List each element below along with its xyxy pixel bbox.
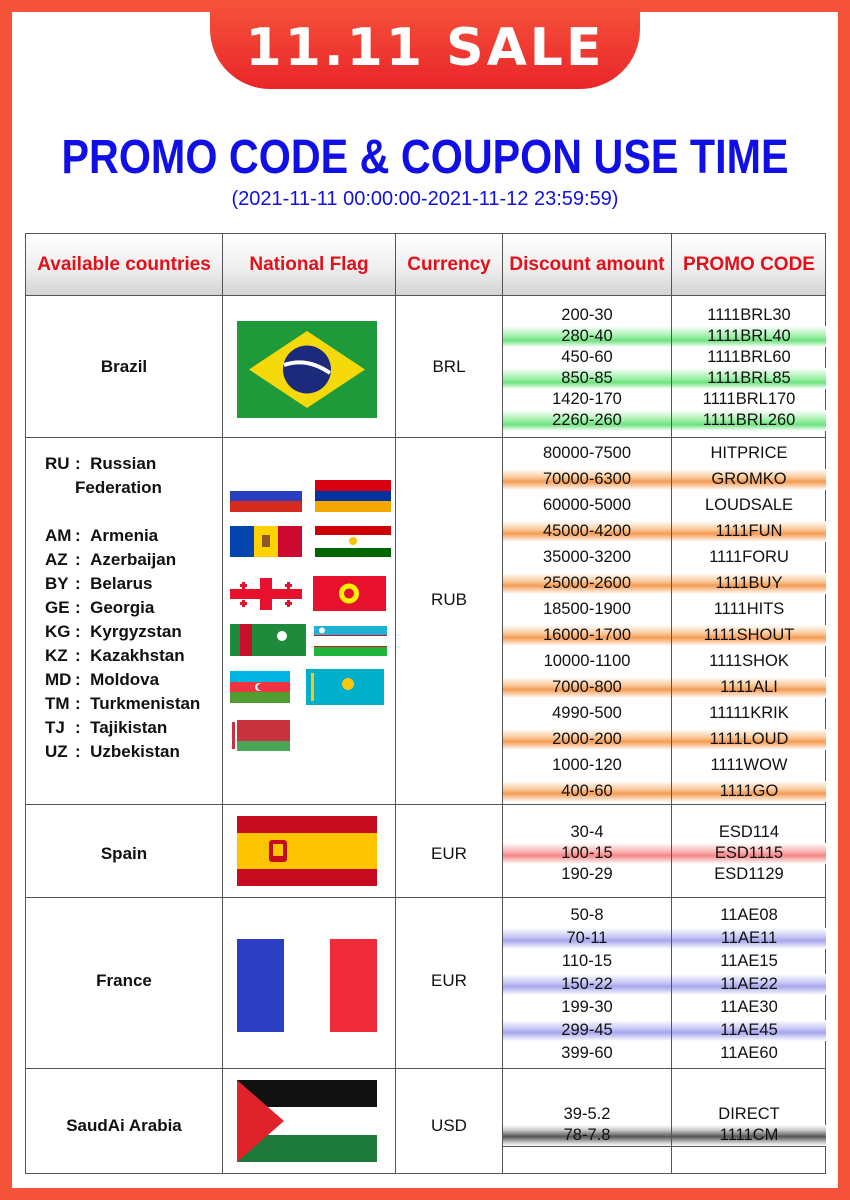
moldova-flag-icon <box>230 526 302 557</box>
discount-amount: 16000-1700 <box>503 625 671 646</box>
country-item: BY : Belarus <box>45 574 153 593</box>
discount-amount: 2000-200 <box>503 729 671 750</box>
promo-code[interactable]: 1111SHOUT <box>672 625 826 646</box>
promo-code[interactable]: 1111CM <box>672 1125 826 1146</box>
header-promo-code: PROMO CODE <box>683 253 815 275</box>
discount-amount: 7000-800 <box>503 677 671 698</box>
header-countries: Available countries <box>37 253 211 275</box>
table-header <box>26 234 825 295</box>
promo-code[interactable]: 11AE08 <box>720 906 778 924</box>
discount-amount: 200-30 <box>561 306 613 324</box>
promo-row <box>503 997 826 1018</box>
promo-code[interactable]: GROMKO <box>672 469 826 490</box>
promo-code[interactable]: 11AE15 <box>720 952 778 970</box>
spain-flag-icon <box>237 816 377 886</box>
promo-code[interactable]: 1111WOW <box>710 755 788 774</box>
uzbekistan-flag-icon <box>314 626 387 656</box>
discount-amount: 18500-1900 <box>542 599 632 618</box>
discount-amount: 399-60 <box>561 1044 613 1062</box>
discount-amount: 850-85 <box>503 368 671 389</box>
currency-usd: USD <box>431 1116 467 1135</box>
promo-row <box>503 521 826 542</box>
promo-row <box>503 729 826 750</box>
currency-eur-spain: EUR <box>431 844 467 863</box>
header-currency: Currency <box>407 253 491 275</box>
flag-icon <box>237 1080 377 1162</box>
promo-code[interactable]: 1111BRL30 <box>707 306 791 324</box>
page-title: PROMO CODE & COUPON USE TIME <box>61 131 789 184</box>
promo-row <box>503 1125 826 1146</box>
discount-amount: 25000-2600 <box>503 573 671 594</box>
promo-code[interactable]: 1111BUY <box>672 573 826 594</box>
promo-row <box>503 928 826 949</box>
promo-code[interactable]: 1111LOUD <box>672 729 826 750</box>
tajikistan-flag-icon <box>315 526 391 557</box>
discount-amount: 4990-500 <box>552 703 622 722</box>
country-item: Federation <box>75 478 162 497</box>
promo-row <box>503 1104 826 1125</box>
discount-amount: 450-60 <box>561 348 613 366</box>
promo-code[interactable]: 1111ALI <box>672 677 826 698</box>
country-item: AZ : Azerbaijan <box>45 550 177 569</box>
promo-row <box>503 1043 826 1064</box>
belarus-flag-icon <box>230 720 290 751</box>
turkmenistan-flag-icon <box>230 624 306 656</box>
country-item: TJ : Tajikistan <box>45 718 168 737</box>
header-flag: National Flag <box>249 253 369 275</box>
discount-amount: 39-5.2 <box>563 1105 611 1123</box>
promo-row <box>503 326 826 347</box>
promo-row <box>503 347 826 368</box>
discount-amount: 45000-4200 <box>503 521 671 542</box>
promo-row <box>503 822 826 843</box>
country-item: TM : Turkmenistan <box>45 694 201 713</box>
promo-row <box>503 677 826 698</box>
promo-code[interactable]: 1111BRL40 <box>672 326 826 347</box>
discount-amount: 30-4 <box>570 823 604 841</box>
promo-code[interactable]: 11AE45 <box>672 1020 826 1041</box>
discount-amount: 1000-120 <box>552 755 622 774</box>
header-discount: Discount amount <box>509 253 665 275</box>
currency-eur-france: EUR <box>431 971 467 990</box>
country-item: UZ : Uzbekistan <box>45 742 180 761</box>
promo-row <box>503 703 826 724</box>
discount-amount: 299-45 <box>503 1020 671 1041</box>
promo-code[interactable]: 1111HITS <box>713 599 785 618</box>
promo-row <box>503 547 826 568</box>
georgia-flag-icon <box>230 578 302 610</box>
country-france: France <box>96 971 152 990</box>
promo-row <box>503 368 826 389</box>
promo-code[interactable]: 11AE30 <box>720 998 778 1016</box>
promo-code[interactable]: ESD1129 <box>714 865 784 883</box>
discount-amount: 400-60 <box>503 781 671 802</box>
promo-row <box>503 781 826 802</box>
discount-amount: 100-15 <box>503 843 671 864</box>
promo-row <box>503 951 826 972</box>
country-item: KZ : Kazakhstan <box>45 646 185 665</box>
promo-row <box>503 389 826 410</box>
kazakhstan-flag-icon <box>306 669 384 705</box>
promo-code[interactable]: 1111BRL60 <box>707 348 791 366</box>
country-item: KG : Kyrgyzstan <box>45 622 182 641</box>
sale-banner-text: 11.11 SALE <box>245 18 605 78</box>
discount-amount: 280-40 <box>503 326 671 347</box>
promo-row <box>503 1020 826 1041</box>
discount-amount: 150-22 <box>503 974 671 995</box>
promo-code[interactable]: DIRECT <box>718 1105 780 1123</box>
promo-row <box>503 843 826 864</box>
promo-code[interactable]: 1111FORU <box>709 547 789 566</box>
promo-code[interactable]: 11111KRIK <box>709 703 789 722</box>
validity-period: (2021-11-11 00:00:00-2021-11-12 23:59:59) <box>231 188 619 210</box>
promo-code[interactable]: 1111SHOK <box>709 651 789 670</box>
promo-row <box>503 410 826 431</box>
promo-row <box>503 573 826 594</box>
promo-row <box>503 495 826 516</box>
discount-amount: 110-15 <box>561 952 613 970</box>
russia-flag-icon <box>230 480 302 512</box>
promo-row <box>503 905 826 926</box>
currency-rub: RUB <box>431 590 467 609</box>
promo-row <box>503 469 826 490</box>
armenia-flag-icon <box>315 480 391 512</box>
promo-table <box>25 233 826 1174</box>
country-item: GE : Georgia <box>45 598 155 617</box>
promo-row <box>503 305 826 326</box>
discount-amount: 70-11 <box>503 928 671 949</box>
promo-code[interactable]: 11AE22 <box>672 974 826 995</box>
discount-amount: 78-7.8 <box>503 1125 671 1146</box>
country-list-rub <box>45 452 200 764</box>
discount-amount: 1420-170 <box>552 390 622 408</box>
country-item: AM : Armenia <box>45 526 159 545</box>
azerbaijan-flag-icon <box>230 671 290 703</box>
discount-amount: 60000-5000 <box>542 495 632 514</box>
promo-row <box>503 974 826 995</box>
france-flag-icon <box>237 939 377 1032</box>
country-item: MD : Moldova <box>45 670 160 689</box>
discount-amount: 70000-6300 <box>503 469 671 490</box>
brazil-flag-icon <box>237 321 377 418</box>
discount-amount: 199-30 <box>561 998 613 1016</box>
discount-amount: 2260-260 <box>503 410 671 431</box>
promo-code[interactable]: 11AE11 <box>672 928 826 949</box>
promo-row <box>503 625 826 646</box>
promo-row <box>503 755 826 776</box>
promo-row <box>503 651 826 672</box>
discount-amount: 190-29 <box>561 865 613 883</box>
promo-row <box>503 443 826 464</box>
promo-code[interactable]: 1111BRL85 <box>672 368 826 389</box>
promo-code[interactable]: LOUDSALE <box>704 495 794 514</box>
promo-code[interactable]: 1111BRL170 <box>702 390 796 408</box>
promo-code[interactable]: 11AE60 <box>720 1044 778 1062</box>
promo-code[interactable]: 1111FUN <box>672 521 826 542</box>
promo-row <box>503 864 826 885</box>
promo-row <box>503 599 826 620</box>
country-item: RU : Russian <box>45 454 157 473</box>
promo-code[interactable]: ESD1115 <box>672 843 826 864</box>
discount-amount: 35000-3200 <box>542 547 632 566</box>
currency-brl: BRL <box>432 357 466 376</box>
discount-amount: 50-8 <box>570 906 604 924</box>
promo-code[interactable]: 1111BRL260 <box>672 410 826 431</box>
kyrgyzstan-flag-icon <box>313 576 386 611</box>
discount-amount: 80000-7500 <box>542 443 632 462</box>
country-spain: Spain <box>100 844 148 863</box>
promo-code[interactable]: ESD114 <box>718 823 780 841</box>
promo-code[interactable]: HITPRICE <box>710 443 788 462</box>
promo-code[interactable]: 1111GO <box>672 781 826 802</box>
country-saudi-arabia: SaudAi Arabia <box>66 1116 182 1135</box>
country-brazil: Brazil <box>100 357 148 376</box>
discount-amount: 10000-1100 <box>543 651 631 670</box>
